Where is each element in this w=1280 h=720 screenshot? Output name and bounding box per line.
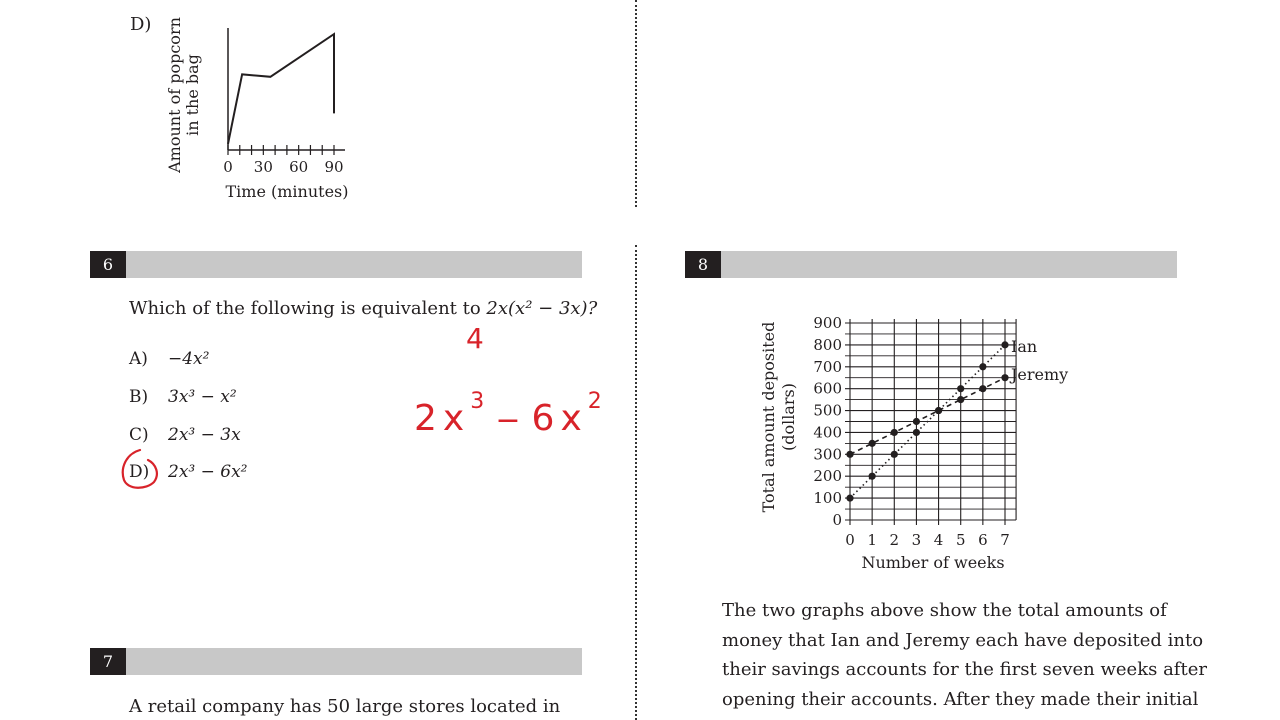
deposit-ylabel-line2: (dollars): [779, 383, 798, 451]
q6-option-d-letter: D): [129, 462, 150, 482]
question-7-text: A retail company has 50 large stores located in: [129, 696, 561, 717]
handwritten-work-minus: −: [495, 403, 521, 438]
popcorn-x-tick-label: 30: [253, 158, 273, 176]
x-tick-label: 3: [911, 531, 922, 549]
x-tick-label: 7: [1000, 531, 1010, 549]
paragraph-line-2: money that Ian and Jeremy each have deposited into: [722, 629, 1204, 651]
handwritten-note-4: 4: [466, 322, 484, 355]
q6-option-a-text: −4x²: [168, 349, 210, 369]
popcorn-graph: [160, 0, 400, 210]
q6-option-c-letter: C): [129, 425, 149, 445]
popcorn-series-line: [228, 34, 334, 144]
paragraph-line-4: opening their accounts. After they made their initial: [722, 688, 1199, 710]
y-tick-label: 100: [813, 489, 842, 508]
y-tick-label: 600: [813, 379, 842, 398]
x-tick-label: 6: [978, 531, 988, 549]
question-8-header: [685, 251, 1177, 278]
data-point-jeremy: [935, 407, 942, 414]
q6-option-b-text: 3x³ − x²: [168, 387, 237, 407]
deposit-chart: [750, 312, 1110, 577]
series-label-jeremy: Jeremy: [1011, 365, 1069, 384]
column-divider-bottom: [635, 245, 637, 720]
question-7-number: 7: [90, 648, 126, 675]
handwritten-work-exp3: 3: [470, 389, 485, 414]
question-8-number: 8: [685, 251, 721, 278]
y-tick-label: 300: [813, 445, 842, 464]
data-point-ian: [846, 495, 853, 502]
popcorn-ylabel-line1: Amount of popcorn: [165, 17, 184, 173]
y-tick-label: 0: [832, 511, 842, 529]
q6-option-d-text: 2x³ − 6x²: [168, 462, 248, 482]
popcorn-x-tick-label: 0: [223, 158, 233, 176]
column-divider-top: [635, 0, 637, 207]
handwritten-work-6x: 6x: [531, 398, 588, 439]
y-tick-label: 200: [813, 467, 842, 486]
data-point-ian: [1001, 341, 1008, 348]
data-point-jeremy: [913, 418, 920, 425]
data-point-ian: [957, 385, 964, 392]
question-7-header: [90, 648, 582, 675]
series-label-ian: Ian: [1011, 337, 1038, 356]
question-8-paragraph: [722, 596, 1207, 714]
x-tick-label: 5: [955, 531, 966, 549]
data-point-ian: [891, 451, 898, 458]
popcorn-xlabel: Time (minutes): [225, 182, 349, 201]
data-point-jeremy: [891, 429, 898, 436]
deposit-ylabel-line1: Total amount deposited: [759, 321, 778, 513]
x-tick-label: 1: [867, 531, 877, 549]
question-6-number: 6: [90, 251, 126, 278]
data-point-ian: [979, 363, 986, 370]
handwritten-work-2x: 2x: [414, 398, 471, 439]
data-point-jeremy: [1001, 374, 1008, 381]
y-tick-label: 400: [813, 423, 842, 442]
data-point-jeremy: [957, 396, 964, 403]
question-6-text: [129, 298, 597, 319]
data-point-jeremy: [846, 451, 853, 458]
deposit-xlabel: Number of weeks: [861, 553, 1005, 572]
popcorn-x-tick-label: 60: [289, 158, 309, 176]
question-6-expression: 2x(x² − 3x)?: [486, 298, 598, 319]
popcorn-x-tick-label: 90: [324, 158, 344, 176]
x-tick-label: 0: [845, 531, 855, 549]
y-tick-label: 700: [813, 357, 842, 376]
handwritten-work: [414, 389, 602, 439]
data-point-ian: [913, 429, 920, 436]
q6-option-a-letter: A): [129, 349, 148, 369]
data-point-ian: [869, 473, 876, 480]
paragraph-line-3: their savings accounts for the first seven weeks after: [722, 659, 1207, 680]
q6-option-b-letter: B): [129, 387, 149, 407]
paragraph-line-1: The two graphs above show the total amounts of: [722, 600, 1167, 621]
q5-choice-d-letter: D): [130, 14, 152, 35]
data-point-jeremy: [979, 385, 986, 392]
popcorn-ylabel-line2: in the bag: [183, 54, 202, 136]
question-6-header: [90, 251, 582, 278]
y-tick-label: 500: [813, 401, 842, 420]
handwritten-work-exp2: 2: [587, 389, 602, 414]
y-tick-label: 900: [813, 314, 842, 332]
data-point-jeremy: [869, 440, 876, 447]
x-tick-label: 4: [933, 531, 944, 549]
y-tick-label: 800: [813, 335, 842, 354]
q6-option-c-text: 2x³ − 3x: [168, 425, 241, 445]
x-tick-label: 2: [889, 531, 900, 549]
question-6-prompt: Which of the following is equivalent to: [129, 298, 481, 319]
answer-circle-annotation: [118, 446, 168, 496]
